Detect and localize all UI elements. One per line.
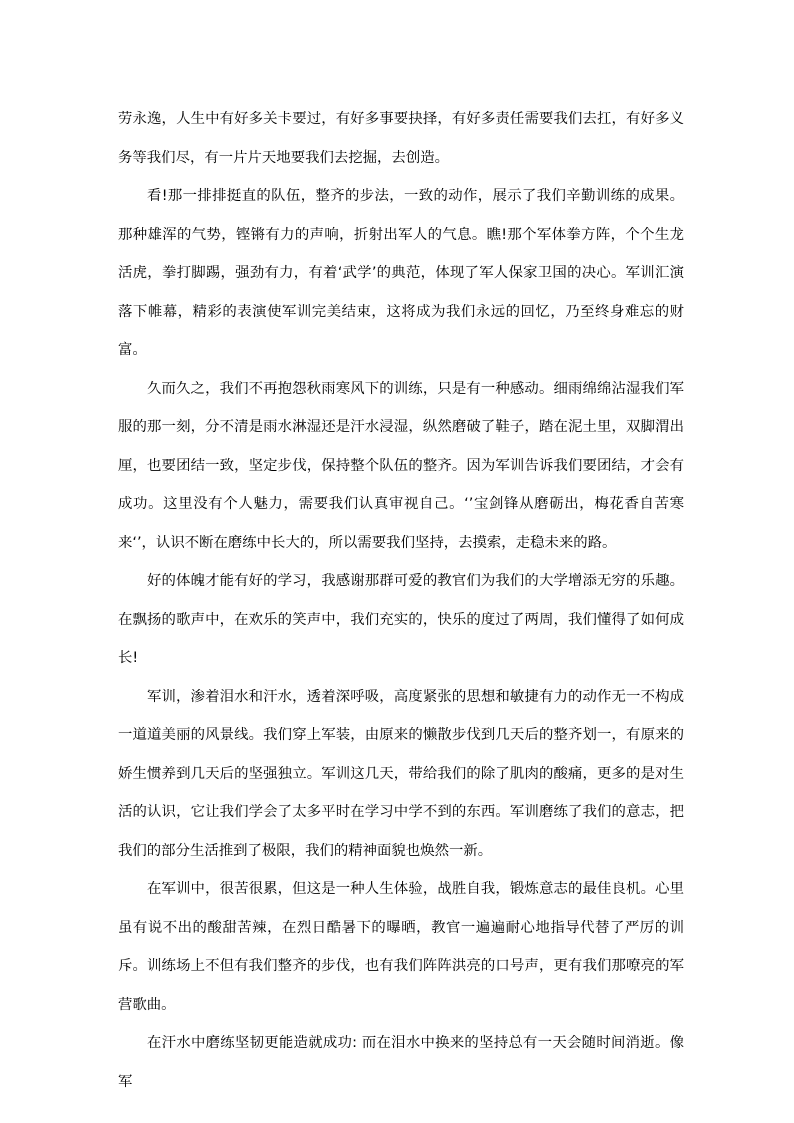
paragraph: 军训，渗着泪水和汗水，透着深呼吸，高度紧张的思想和敏捷有力的动作无一不构成一道道美丽的风景线。我们穿上军装，由原来的懒散步伐到几天后的整齐划一，有原来的娇生惯养到几天后的坚强独立。军训这几天，带给我们的除了肌肉的酸痛，更多的是对生活的认识，它让我们学会了太多平时在学习中学不到的东西。军训磨练了我们的意志，把我们的部分生活推到了极限，我们的精神面貌也焕然一新。: [118, 688, 684, 859]
paragraph: 久而久之，我们不再抱怨秋雨寒风下的训练，只是有一种感动。细雨绵绵沾湿我们军服的那一刻，分不清是雨水淋湿还是汗水浸湿，纵然磨破了鞋子，踏在泥土里，双脚渭出厘，也要团结一致，坚定步伐，保持整个队伍的整齐。因为军训告诉我们要团结，才会有成功。这里没有个人魅力，需要我们认真审视自己。‘’宝剑锋从磨砺出，梅花香自苦寒来‘’，认识不断在磨练中长大的，所以需要我们坚持，去摸索，走稳未来的路。: [118, 380, 684, 551]
paragraph: 劳永逸，人生中有好多关卡要过，有好多事要抉择，有好多责任需要我们去扛，有好多义务等我们尽，有一片片天地要我们去挖掘，去创造。: [118, 111, 684, 166]
paragraph: 在汗水中磨练坚韧更能造就成功: 而在泪水中换来的坚持总有一天会随时间消逝。像军: [118, 1035, 684, 1090]
paragraph: 在军训中，很苦很累，但这是一种人生体验，战胜自我，锻炼意志的最佳良机。心里虽有说不出的酸甜苦辣，在烈日酷暑下的曝晒，教官一遍遍耐心地指导代替了严厉的训斥。训练场上不但有我们整齐的步伐，也有我们阵阵洪亮的口号声，更有我们那嘹亮的军营歌曲。: [118, 881, 684, 1013]
document-body: [118, 100, 684, 1101]
paragraph: 好的体魄才能有好的学习，我感谢那群可爱的教官们为我们的大学增添无穷的乐趣。在飘扬的歌声中，在欢乐的笑声中，我们充实的，快乐的度过了两周，我们懂得了如何成长!: [118, 573, 684, 666]
paragraph: 看!那一排排挺直的队伍，整齐的步法，一致的动作，展示了我们辛勤训练的成果。那种雄浑的气势，铿锵有力的声响，折射出军人的气息。瞧!那个军体拳方阵，个个生龙活虎，拳打脚踢，强劲有力，有着‘武学’的典范，体现了军人保家卫国的决心。军训汇演落下帷幕，精彩的表演使军训完美结束，这将成为我们永远的回忆，乃至终身难忘的财富。: [118, 188, 684, 358]
